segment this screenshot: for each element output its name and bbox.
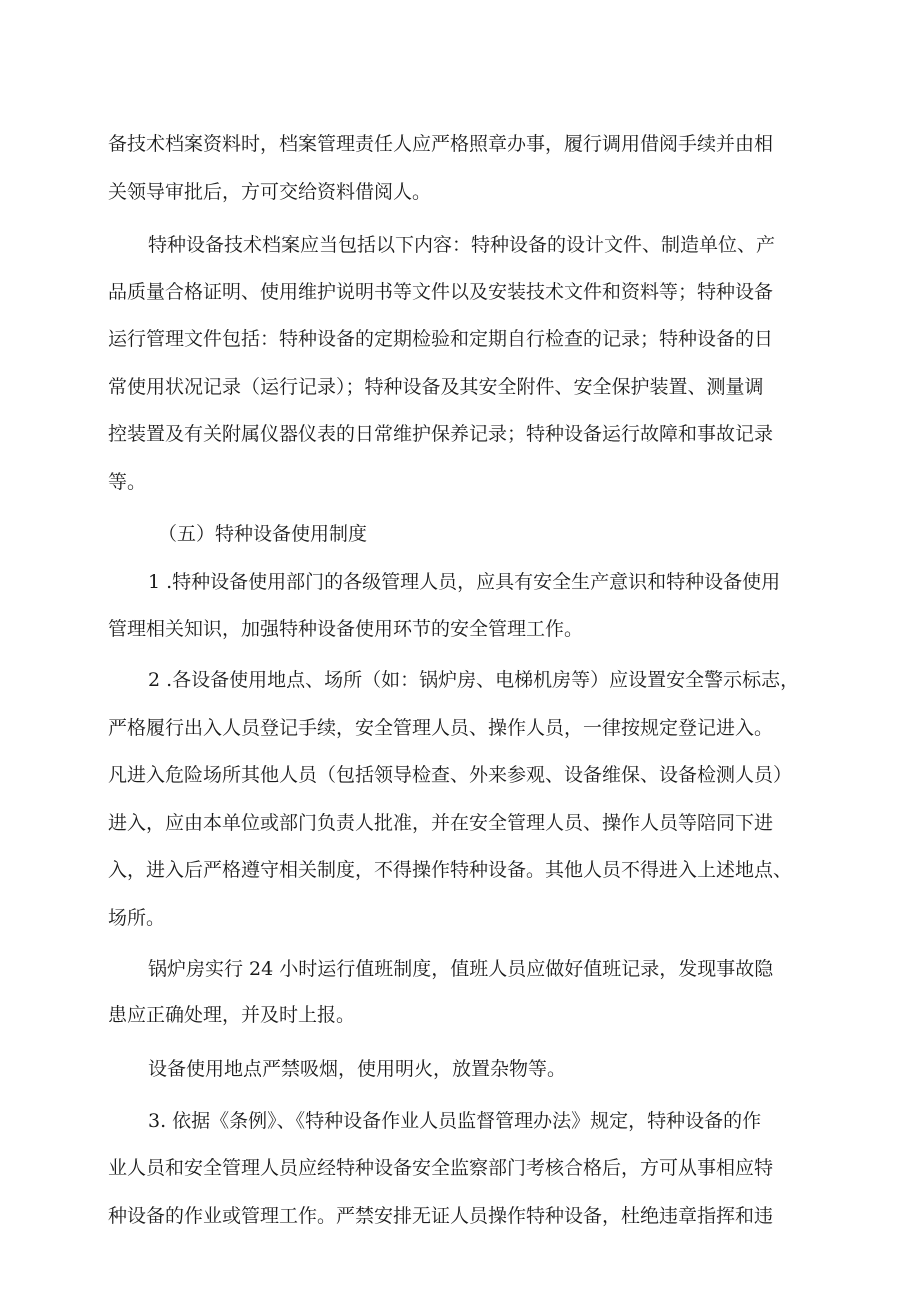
body-line: 严格履行出入人员登记手续，安全管理人员、操作人员，一律按规定登记进入。 [108,717,774,739]
body-line: 患应正确处理，并及时上报。 [108,1004,356,1026]
paragraph-start-line: 锅炉房实行 24 小时运行值班制度，值班人员应做好值班记录，发现事故隐 [148,958,774,980]
body-line: 场所。 [108,907,166,929]
body-line: 业人员和安全管理人员应经特种设备安全监察部门考核合格后，方可从事相应特 [108,1157,774,1179]
paragraph-start-line: 3. 依据《条例》、《特种设备作业人员监督管理办法》规定，特种设备的作 [148,1110,762,1132]
body-line: 关领导审批后，方可交给资料借阅人。 [108,181,432,203]
paragraph-start-line: 设备使用地点严禁吸烟，使用明火，放置杂物等。 [148,1058,567,1080]
body-line: 入，进入后严格遵守相关制度，不得操作特种设备。其他人员不得进入上述地点、 [108,859,793,881]
body-line: 种设备的作业或管理工作。严禁安排无证人员操作特种设备，杜绝违章指挥和违 [108,1205,774,1227]
body-line: 运行管理文件包括：特种设备的定期检验和定期自行检查的记录；特种设备的日 [108,328,774,350]
body-line: 备技术档案资料时，档案管理责任人应严格照章办事，履行调用借阅手续并由相 [108,133,774,155]
body-line: 进入，应由本单位或部门负责人批准，并在安全管理人员、操作人员等陪同下进 [108,812,774,834]
paragraph-start-line: 特种设备技术档案应当包括以下内容：特种设备的设计文件、制造单位、产 [148,234,776,256]
paragraph-start-line: 1 .特种设备使用部门的各级管理人员，应具有安全生产意识和特种设备使用 [148,571,781,593]
paragraph-start-line: 2 .各设备使用地点、场所（如：锅炉房、电梯机房等）应设置安全警示标志， [148,669,800,691]
body-line: 凡进入危险场所其他人员（包括领导检查、外来参观、设备维保、设备检测人员） [108,764,793,786]
body-line: 管理相关知识，加强特种设备使用环节的安全管理工作。 [108,618,584,640]
body-line: 等。 [108,471,147,493]
body-line: 品质量合格证明、使用维护说明书等文件以及安装技术文件和资料等；特种设备 [108,281,774,303]
body-line: 控装置及有关附属仪器仪表的日常维护保养记录；特种设备运行故障和事故记录 [108,423,774,445]
body-line: 常使用状况记录（运行记录）；特种设备及其安全附件、安全保护装置、测量调 [108,376,764,398]
section-heading: （五）特种设备使用制度 [158,523,368,545]
